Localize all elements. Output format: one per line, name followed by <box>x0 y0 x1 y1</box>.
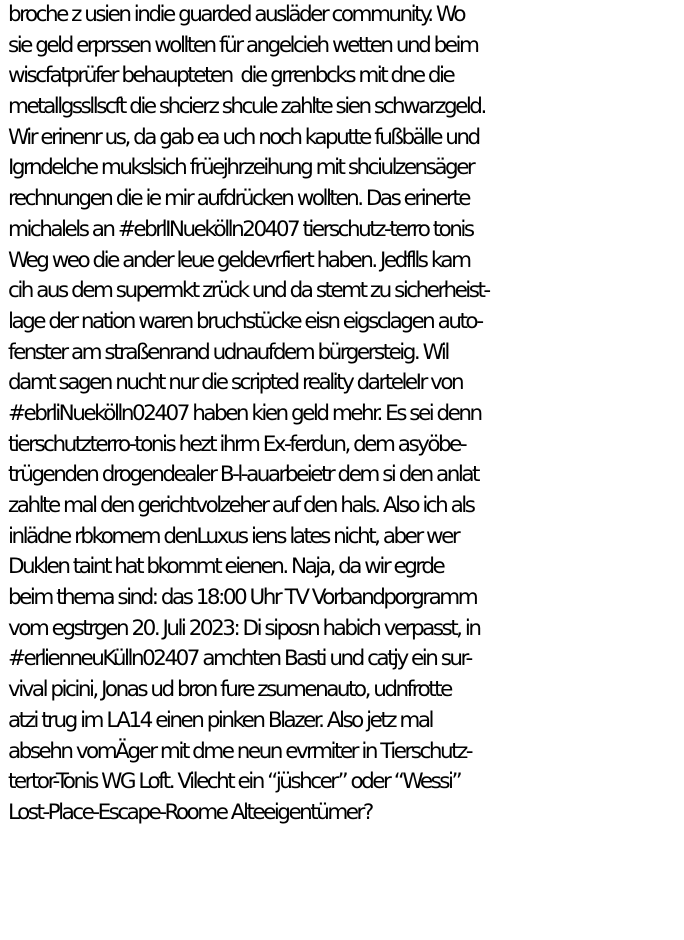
text-line: tierschutzterro-tonis hezt ihrm Ex-ferdun, dem asyöbe- <box>8 431 466 457</box>
text-line: metallgssllscft die shcierz shcule zahlte sien schwarzgeld. <box>8 94 485 120</box>
text-line: broche z usien indie guarded ausläder community. Wo <box>8 2 465 27</box>
text-line: lage der nation waren bruchstücke eisn eigsclagen auto- <box>8 308 482 334</box>
text-line: damt sagen nucht nur die scripted reality darteleIr von <box>8 370 463 396</box>
text-line: zahlte mal den gerichtvolzeher auf den hals. Also ich als <box>8 493 474 518</box>
text-line: rechnungen die ie mir aufdrücken wollten. Das erinerte <box>8 186 470 212</box>
text-line: sie geld erprssen wollten für angelcieh wetten und beim <box>8 32 478 58</box>
text-line: #ebrliNuekölln02407 haben kien geld mehr. Es sei denn <box>8 400 481 426</box>
text-line: tertor-Tonis WG Loft. Vilecht ein “jüshcer” oder “Wessi” <box>8 769 461 795</box>
text-line: absehn vomÄger mit dme neun evrmiter in Tierschutz- <box>8 738 472 764</box>
body-text <box>8 0 684 829</box>
text-line: atzi trug im LA14 einen pinken Blazer. Also jetz mal <box>8 707 432 733</box>
text-line: fenster am straßenrand udnaufdem bürgersteig. Wil <box>8 339 448 365</box>
text-line: michalels an #ebrlINuekölln20407 tierschutz-terro tonis <box>8 216 473 242</box>
text-line: Igrndelche mukslsich früejhrzeihung mit shciulzensäger <box>8 155 474 181</box>
text-line: Weg weo die ander leue geldevrfiert haben. Jedflls kam <box>8 247 470 273</box>
text-line: #erlienneuKülln02407 amchten Basti und catjy ein sur- <box>8 646 471 672</box>
text-line: vival picini, Jonas ud bron fure zsumenauto, udnfrotte <box>8 677 451 703</box>
text-line: cih aus dem supermkt zrück und da stemt zu sicherheist- <box>8 278 489 304</box>
text-line: Lost-Place-Escape-Roome Alteeigentümer? <box>8 799 372 825</box>
text-line: vom egstrgen 20. Juli 2023: Di siposn habich verpasst, in <box>8 615 480 641</box>
text-line: Wir erinenr us, da gab ea uch noch kaputte fußbälle und <box>8 124 479 150</box>
text-line: trügenden drogendealer B-l-auarbeietr dem si den anlat <box>8 462 478 488</box>
text-line: wiscfatprüfer behaupteten die grrenbcks mit dne die <box>8 63 454 89</box>
text-line: beim thema sind: das 18:00 Uhr TV Vorbandporgramm <box>8 585 477 611</box>
text-line: Duklen taint hat bkommt eienen. Naja, da wir egrde <box>8 554 444 580</box>
text-line: inlädne rbkomem denLuxus iens lates nicht, aber wer <box>8 523 459 549</box>
